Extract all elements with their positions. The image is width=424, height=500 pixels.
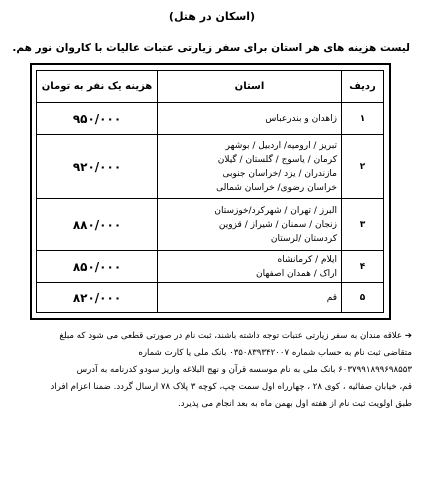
table-row [37,251,384,283]
province-line: قم [326,292,337,303]
row-number: ۲ [342,135,384,199]
note-line: متقاضی ثبت نام به حساب شماره ۰۳۵۰۸۳۹۳۴۲۰۰۷ بانک ملی یا کارت شماره [138,348,412,358]
row-provinces [158,103,342,135]
header-cost: هزینه یک نفر به تومان [37,71,158,103]
province-line: خراسان رضوی/ خراسان شمالی [216,182,337,193]
payment-note [14,328,412,413]
table-row [37,199,384,251]
subtitle: لیست هزینه های هر استان برای سفر زیارتی عتبات عالیات با کاروان نور هم. [12,42,410,54]
row-cost: ۸۵۰/۰۰۰ [37,251,158,283]
table-row [37,103,384,135]
province-line: البرز / تهران / شهرکرد/خوزستان [214,205,337,216]
province-line: کردستان /لرستان [270,233,337,244]
province-line: زاهدان و بندرعباس [265,113,337,124]
row-number: ۱ [342,103,384,135]
arrow-icon: ➔ [404,331,412,341]
row-provinces [158,199,342,251]
row-provinces [158,283,342,313]
province-line: مازندران / یزد /خراسان جنوبی [222,168,337,179]
note-line: ۶۰۳۷۹۹۱۸۹۹۶۹۸۵۵۳ بانک ملی به نام موسسه قرآن و نهج البلاغه واریز سودو کدرنامه به آدرس [76,365,412,375]
row-provinces [158,251,342,283]
page-title: (اسکان در هتل) [168,10,256,23]
row-number: ۴ [342,251,384,283]
note-line: طبق اولویت ثبت نام از هفته اول بهمن ماه به بعد انجام می پذیرد. [178,399,412,409]
row-number: ۵ [342,283,384,313]
row-number: ۳ [342,199,384,251]
province-line: کرمان / یاسوج / گلستان / گیلان [217,154,337,165]
table-row [37,283,384,313]
province-line: تبریز / ارومیه/ اردبیل / بوشهر [225,140,337,151]
header-province: استان [158,71,342,103]
province-line: ایلام / کرمانشاه [277,254,337,265]
province-line: زنجان / سمنان / شیراز / قزوین [218,219,337,230]
province-line: اراک / همدان اصفهان [256,268,337,279]
table-row [37,135,384,199]
header-row-number: ردیف [342,71,384,103]
row-cost: ۸۸۰/۰۰۰ [37,199,158,251]
table-header-row [37,71,384,103]
cost-table [36,70,384,313]
row-cost: ۹۵۰/۰۰۰ [37,103,158,135]
note-line: قم، خیابان صفائیه ، کوی ۲۸ ، چهارراه اول سمت چپ، کوچه ۳ پلاک ۷۸ ارسال گردد. ضمنا اعزام افراد [50,382,412,392]
row-cost: ۹۲۰/۰۰۰ [37,135,158,199]
row-provinces [158,135,342,199]
note-line: ➔ علاقه مندان به سفر زیارتی عتبات توجه داشته باشند، ثبت نام در صورتی قطعی می شود که مبلغ [59,331,412,341]
row-cost: ۸۲۰/۰۰۰ [37,283,158,313]
